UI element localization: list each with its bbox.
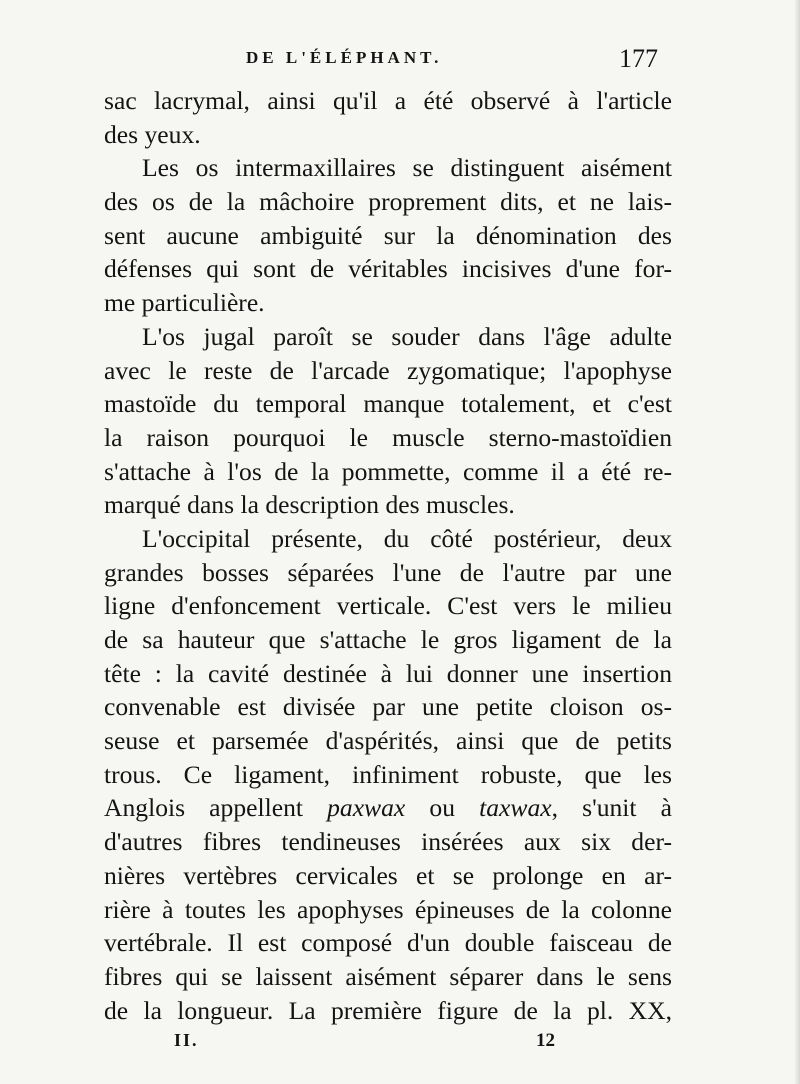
text-line: défenses qui sont de véritables incisives d'une for- (104, 254, 672, 284)
text-line: des yeux. (104, 119, 201, 149)
text-fragment: Anglois appellent (104, 793, 328, 823)
text-line: tête : la cavité destinée à lui donner une insertion (104, 658, 672, 688)
text-line: avec le reste de l'arcade zygomatique; l'apophyse (104, 355, 672, 385)
page-footer (104, 1030, 672, 1060)
signature-mark: II. (174, 1030, 199, 1050)
text-line: sac lacrymal, ainsi qu'il a été observé à l'article (104, 86, 672, 115)
text-line: grandes bosses séparées l'une de l'autre par une (104, 557, 672, 587)
text-line: de la longueur. La première figure de la pl. XX, (104, 995, 672, 1025)
italic-term-taxwax: taxwax (479, 793, 552, 823)
text-line: marqué dans la description des muscles. (104, 490, 515, 520)
page-header (106, 44, 666, 84)
text-line: d'autres fibres tendineuses insérées aux six der- (104, 827, 672, 857)
text-line: mastoïde du temporal manque totalement, et c'est (104, 389, 672, 419)
text-line: rière à toutes les apophyses épineuses de la colonne (104, 894, 672, 924)
text-line: ligne d'enfoncement verticale. C'est vers le milieu (104, 591, 672, 621)
text-line-with-terms (104, 791, 672, 825)
text-line: L'os jugal paroît se souder dans l'âge adulte (142, 321, 672, 351)
gathering-number: 12 (536, 1030, 555, 1051)
text-line: convenable est divisée par une petite cloison os- (104, 692, 672, 722)
text-line: de sa hauteur que s'attache le gros ligament de la (104, 625, 672, 654)
italic-term-paxwax: paxwax (327, 793, 406, 823)
text-line: s'attache à l'os de la pommette, comme il a été re- (104, 456, 672, 486)
text-line: nières vertèbres cervicales et se prolonge en ar- (104, 860, 672, 890)
text-line: trous. Ce ligament, infiniment robuste, que les (104, 759, 672, 789)
page-edge-shadow (794, 0, 800, 1084)
text-line: des os de la mâchoire proprement dits, et ne lais- (104, 187, 672, 217)
text-line: vertébrale. Il est composé d'un double faisceau de (104, 928, 672, 958)
text-line: sent aucune ambiguité sur la dénomination des (104, 220, 672, 250)
running-head: DE L'ÉLÉPHANT. (246, 48, 443, 67)
text-line: fibres qui se laissent aisément séparer dans le sens (104, 961, 672, 991)
text-line: me particulière. (104, 288, 265, 318)
text-line: Les os intermaxillaires se distinguent aisément (142, 153, 672, 183)
text-line: L'occipital présente, du côté postérieur, deux (142, 523, 672, 553)
text-fragment: , s'unit à (551, 793, 672, 823)
text-fragment: ou (405, 793, 480, 823)
text-line: la raison pourquoi le muscle sterno-mastoïdien (104, 422, 672, 452)
body-text (104, 84, 672, 1027)
page-number: 177 (619, 44, 658, 73)
text-line: seuse et parsemée d'aspérités, ainsi que de petits (104, 726, 672, 756)
